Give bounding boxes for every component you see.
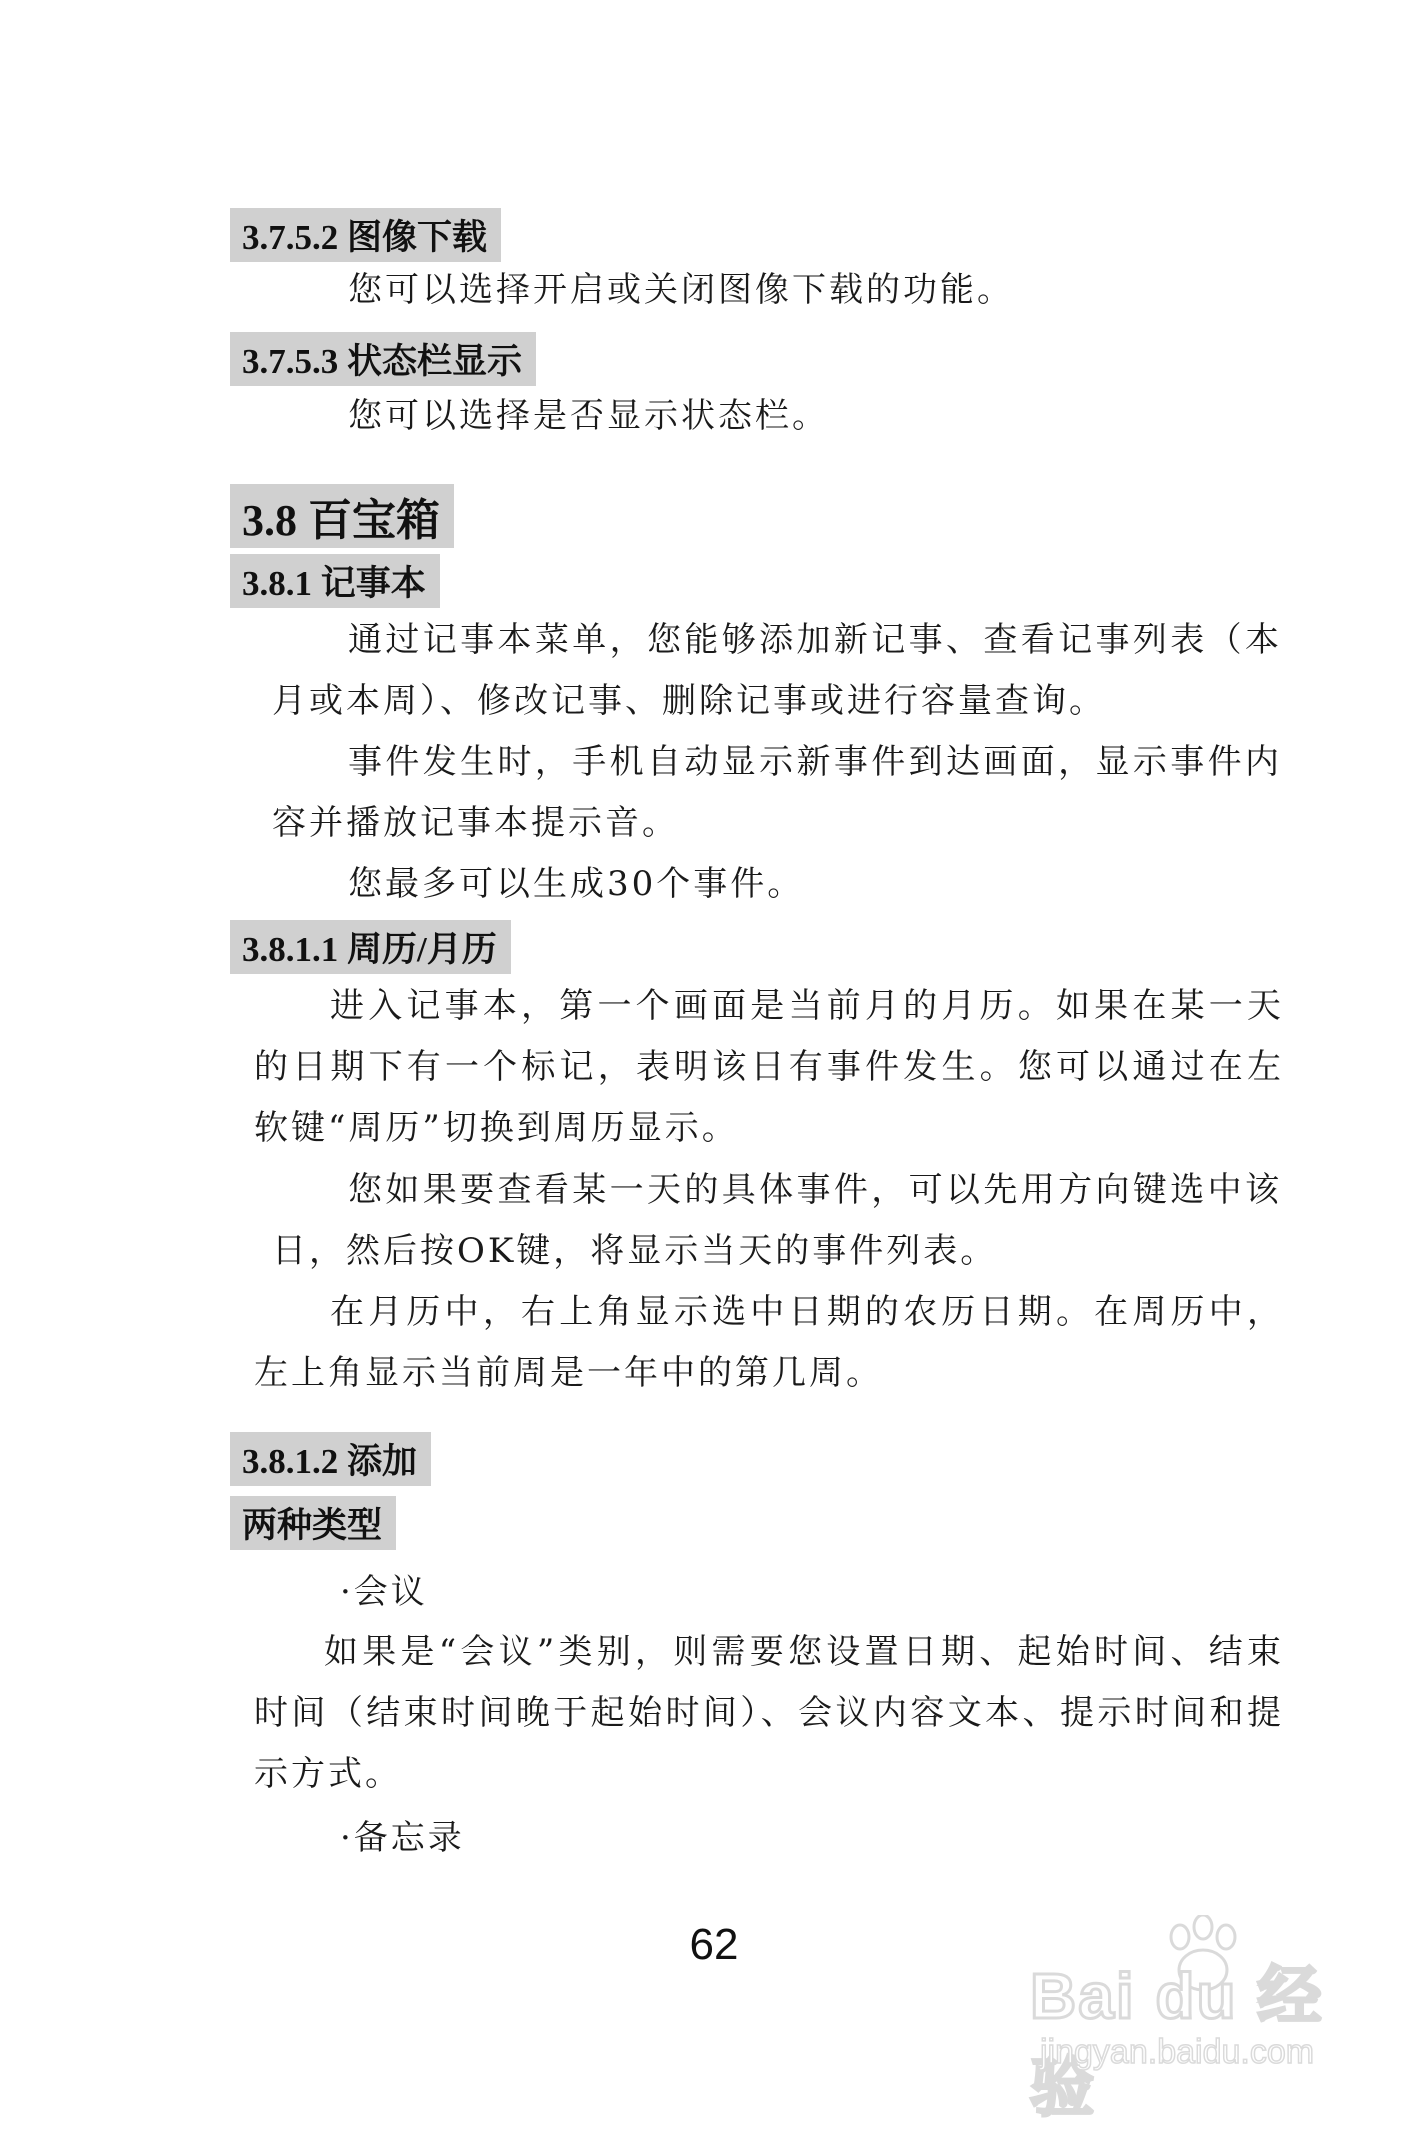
- watermark-url: jingyan.baidu.com: [1040, 2033, 1315, 2071]
- paragraph-3811-1: 进入记事本，第一个画面是当前月的月历。如果在某一天的日期下有一个标记，表明该日有事件发生。您可以通过在左软键“周历”切换到周历显示。: [254, 986, 1284, 1148]
- paragraph-381-3: 您最多可以生成30个事件。: [348, 864, 805, 904]
- bullet-meeting: ·会议: [340, 1572, 428, 1612]
- heading-3753: 3.7.5.3 状态栏显示: [230, 332, 536, 386]
- page-number: 62: [689, 1920, 739, 1969]
- heading-38: 3.8 百宝箱: [230, 484, 454, 548]
- paragraph-3811-3: 在月历中，右上角显示选中日期的农历日期。在周历中，左上角显示当前周是一年中的第几周。: [254, 1292, 1284, 1393]
- paragraph-381-1: 通过记事本菜单，您能够添加新记事、查看记事列表（本月或本周）、修改记事、删除记事或进行容量查询。: [272, 620, 1282, 721]
- paragraph-3811-2: 您如果要查看某一天的具体事件，可以先用方向键选中该日，然后按OK键，将显示当天的事件列表。: [272, 1170, 1282, 1271]
- heading-3752: 3.7.5.2 图像下载: [230, 208, 501, 262]
- heading-3811: 3.8.1.1 周历/月历: [230, 920, 511, 974]
- heading-types: 两种类型: [230, 1496, 396, 1550]
- watermark-logo: Bai du 经验: [1030, 1960, 1324, 2124]
- paragraph-meeting: 如果是“会议”类别，则需要您设置日期、起始时间、结束时间（结束时间晚于起始时间）、会议内容文本、提示时间和提示方式。: [254, 1632, 1284, 1794]
- heading-3812: 3.8.1.2 添加: [230, 1432, 431, 1486]
- paragraph-3752: 您可以选择开启或关闭图像下载的功能。: [348, 270, 1014, 310]
- bullet-memo: ·备忘录: [340, 1818, 465, 1858]
- paragraph-381-2: 事件发生时，手机自动显示新事件到达画面，显示事件内容并播放记事本提示音。: [272, 742, 1282, 843]
- heading-381: 3.8.1 记事本: [230, 554, 440, 608]
- baidu-watermark: [1030, 1915, 1360, 2124]
- paragraph-3753: 您可以选择是否显示状态栏。: [348, 396, 829, 436]
